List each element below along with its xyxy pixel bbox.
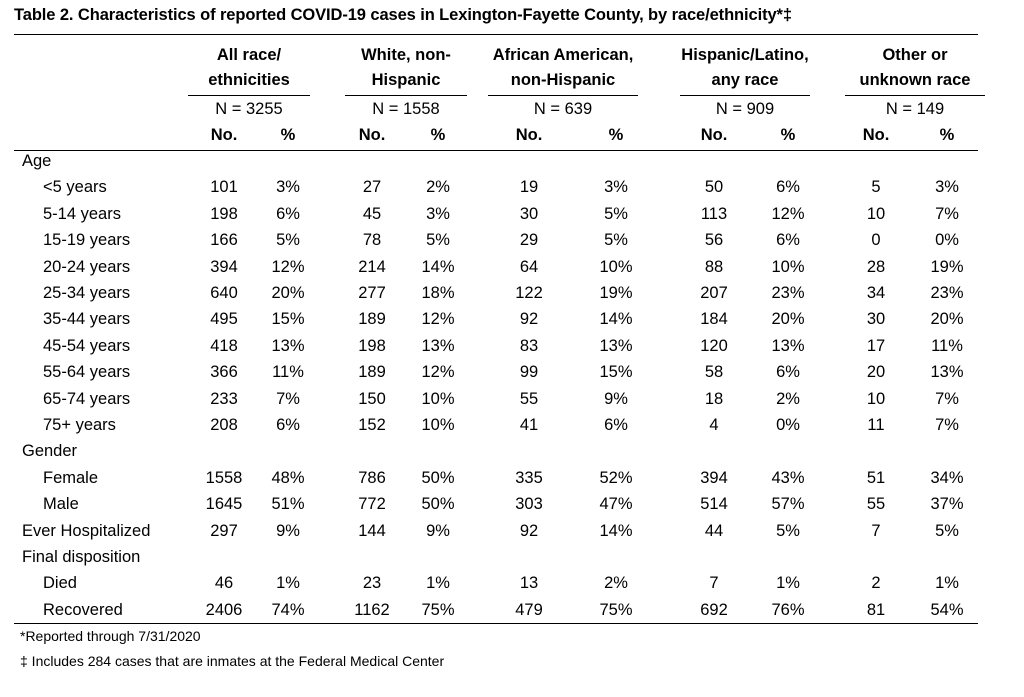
group-underline [188,95,310,96]
cell-percent: 15% [599,363,633,382]
cell-percent: 75% [599,600,633,619]
cell-count: 189 [358,363,386,382]
cell-count: 772 [358,495,386,514]
cell-count: 207 [700,284,728,302]
cell-percent: 1% [276,574,300,593]
cell-count: 166 [210,231,238,250]
cell-count: 13 [519,574,539,593]
cell-count: 64 [519,257,539,276]
row-category-label: Final disposition [22,548,141,566]
cell-count: 113 [700,204,728,223]
cell-percent: 13% [271,336,305,355]
table-title: Table 2. Characteristics of reported COVID-19 cases in Lexington-Fayette County, by race/ethnicity*‡ [14,6,792,24]
table-row [0,337,1024,363]
cell-count: 51 [866,468,886,487]
subheader-pct: % [280,126,296,144]
cell-percent: 76% [771,600,805,619]
cell-count: 198 [358,336,386,355]
cell-count: 122 [515,284,543,302]
cell-percent: 3% [426,204,450,223]
cell-percent: 10% [421,416,455,434]
cell-percent: 12% [421,310,455,329]
group-header-line2: unknown race [859,71,971,89]
cell-count: 1558 [205,468,243,487]
cell-count: 34 [866,284,886,302]
subheader-pct: % [430,126,446,144]
subheader-pct: % [780,126,796,144]
cell-count: 10 [866,204,886,223]
cell-percent: 19% [930,257,964,276]
row-sublabel: 15-19 years [43,231,131,250]
cell-count: 27 [362,178,382,197]
table-row [0,178,1024,204]
cell-count: 29 [519,231,539,250]
table-row [0,548,1024,574]
cell-percent: 13% [599,336,633,355]
cell-count: 1162 [354,600,390,619]
cell-percent: 6% [276,204,300,223]
cell-percent: 11% [931,336,963,355]
cell-count: 5 [871,178,881,197]
cell-count: 418 [210,336,238,355]
table-row [0,442,1024,468]
cell-count: 58 [704,363,724,382]
cell-count: 514 [700,495,728,514]
cell-percent: 14% [599,310,633,329]
group-header-line2: Hispanic [371,71,441,89]
group-underline [680,95,810,96]
cell-percent: 52% [599,468,633,487]
table-row [0,284,1024,310]
cell-percent: 0% [776,416,800,434]
cell-count: 99 [519,363,539,382]
cell-percent: 7% [935,204,959,223]
table-row [0,522,1024,548]
cell-count: 30 [866,310,886,329]
row-sublabel: 20-24 years [43,257,131,276]
row-category-label: Ever Hospitalized [22,521,151,540]
cell-percent: 6% [604,416,628,434]
cell-percent: 2% [604,574,628,593]
cell-count: 277 [358,284,386,302]
cell-percent: 15% [271,310,305,329]
subheader-no: No. [358,126,386,144]
subheader-pct: % [608,126,624,144]
cell-percent: 5% [776,521,800,540]
cell-count: 7 [709,574,719,593]
cell-count: 2 [871,574,881,593]
cell-count: 214 [358,257,386,276]
row-category-label: Gender [22,442,78,461]
cell-percent: 13% [771,336,805,355]
cell-percent: 1% [935,574,959,593]
group-header-4 [845,43,985,93]
subheader-no: No. [515,126,543,144]
group-n-count: N = 149 [885,100,945,118]
cell-count: 208 [210,416,238,434]
cell-percent: 14% [421,257,455,276]
cell-percent: 5% [604,204,628,223]
cell-percent: 37% [930,495,964,514]
group-header-line1: Hispanic/Latino, [681,46,809,64]
cell-percent: 23% [930,284,964,302]
cell-count: 83 [519,336,539,355]
row-sublabel: 45-54 years [43,336,131,355]
bottom-rule [14,623,978,624]
group-header-3 [680,43,810,93]
group-header-0 [188,43,310,93]
cell-percent: 9% [604,389,628,408]
group-header-line1: African American, [492,46,634,64]
table-row [0,416,1024,442]
cell-count: 366 [210,363,238,382]
cell-count: 44 [704,521,724,540]
group-header-line1: All race/ [216,46,282,64]
cell-percent: 50% [421,468,455,487]
cell-count: 88 [704,257,724,276]
header-rule [14,150,978,151]
cell-percent: 1% [426,574,450,593]
cell-count: 30 [519,204,539,223]
footnote-reported: *Reported through 7/31/2020 [20,628,201,644]
row-sublabel: 35-44 years [43,310,131,329]
cell-percent: 1% [776,574,800,593]
cell-percent: 74% [271,600,305,619]
cell-percent: 34% [930,468,964,487]
cell-count: 692 [700,600,728,619]
group-header-line1: White, non- [361,46,451,64]
cell-count: 152 [358,416,386,434]
subheader-no: No. [700,126,728,144]
cell-count: 56 [704,231,724,250]
cell-percent: 6% [776,231,800,250]
cell-percent: 47% [599,495,633,514]
cell-count: 479 [515,600,543,619]
cell-percent: 20% [271,284,305,302]
cell-count: 17 [866,336,886,355]
cell-count: 7 [871,521,881,540]
cell-percent: 2% [776,389,800,408]
cell-count: 11 [867,416,885,434]
cell-percent: 14% [599,521,633,540]
row-sublabel: 75+ years [43,416,116,434]
group-header-line2: non-Hispanic [510,71,616,89]
cell-percent: 19% [599,284,633,302]
row-sublabel: Recovered [43,600,123,619]
table-row [0,390,1024,416]
table-row [0,231,1024,257]
cell-percent: 5% [604,231,628,250]
cell-percent: 6% [276,416,300,434]
group-header-1 [345,43,467,93]
cell-count: 640 [210,284,238,302]
cell-percent: 10% [421,389,455,408]
cell-percent: 75% [421,600,455,619]
table-row [0,469,1024,495]
cell-count: 101 [210,178,238,197]
cell-count: 0 [871,231,881,250]
subheader-no: No. [862,126,890,144]
table-row [0,310,1024,336]
cell-percent: 11% [272,363,304,382]
cell-percent: 48% [271,468,305,487]
cell-percent: 7% [276,389,300,408]
cell-percent: 54% [930,600,964,619]
cell-count: 55 [866,495,886,514]
group-underline [488,95,638,96]
cell-percent: 3% [604,178,628,197]
footnote-inmates: ‡ Includes 284 cases that are inmates at the Federal Medical Center [20,653,445,669]
cell-count: 303 [515,495,543,514]
cell-percent: 9% [426,521,450,540]
cell-percent: 5% [276,231,300,250]
group-underline [845,95,985,96]
group-n-count: N = 639 [533,100,593,118]
group-header-line2: any race [711,71,779,89]
cell-percent: 23% [771,284,805,302]
cell-count: 394 [700,468,728,487]
cell-percent: 13% [421,336,455,355]
cell-count: 150 [358,389,386,408]
group-header-line1: Other or [882,46,948,64]
row-sublabel: Died [43,574,77,593]
cell-count: 50 [704,178,724,197]
cell-percent: 10% [599,257,633,276]
group-n-count: N = 1558 [372,100,440,118]
cell-count: 198 [210,204,238,223]
group-n-count: N = 909 [715,100,775,118]
cell-percent: 50% [421,495,455,514]
group-underline [345,95,467,96]
cell-percent: 13% [930,363,964,382]
table-row [0,258,1024,284]
cell-percent: 18% [421,284,455,302]
group-header-line2: ethnicities [208,71,290,89]
cell-count: 184 [700,310,728,329]
cell-count: 786 [358,468,386,487]
cell-count: 10 [866,389,886,408]
cell-percent: 0% [935,231,959,250]
cell-count: 20 [866,363,886,382]
row-sublabel: 65-74 years [43,389,131,408]
cell-percent: 9% [276,521,300,540]
table-row [0,152,1024,178]
table-row [0,574,1024,600]
cell-count: 120 [700,336,728,355]
row-category-label: Age [22,152,52,170]
cell-count: 394 [210,257,238,276]
row-sublabel: <5 years [43,178,107,197]
cell-count: 495 [210,310,238,329]
cell-count: 4 [709,416,719,434]
cell-count: 23 [362,574,382,593]
cell-percent: 7% [935,389,959,408]
cell-count: 81 [866,600,886,619]
cell-count: 45 [362,204,382,223]
row-sublabel: 5-14 years [43,204,121,223]
cell-count: 233 [210,389,238,408]
cell-count: 78 [362,231,382,250]
subheader-pct: % [939,126,955,144]
cell-percent: 12% [421,363,455,382]
cell-percent: 51% [271,495,305,514]
cell-percent: 43% [771,468,805,487]
cell-count: 92 [519,310,539,329]
cell-count: 1645 [205,495,243,514]
cell-count: 18 [704,389,724,408]
cell-percent: 20% [930,310,964,329]
cell-percent: 10% [771,257,805,276]
cell-count: 41 [519,416,539,434]
cell-count: 144 [358,521,386,540]
row-sublabel: 25-34 years [43,284,131,302]
cell-count: 19 [519,178,539,197]
cell-percent: 6% [776,178,800,197]
cell-percent: 3% [935,178,959,197]
group-header-2 [488,43,638,93]
table-row [0,205,1024,231]
top-rule [14,34,978,35]
cell-count: 189 [358,310,386,329]
subheader-no: No. [210,126,238,144]
row-sublabel: 55-64 years [43,363,131,382]
cell-percent: 7% [935,416,959,434]
table-row [0,495,1024,521]
cell-count: 92 [519,521,539,540]
cell-count: 46 [214,574,234,593]
cell-percent: 2% [426,178,450,197]
row-sublabel: Female [43,468,99,487]
cell-percent: 5% [426,231,450,250]
row-sublabel: Male [43,495,79,514]
table-row [0,363,1024,389]
cell-percent: 5% [935,521,959,540]
cell-percent: 20% [771,310,805,329]
cell-percent: 12% [271,257,305,276]
cell-percent: 12% [771,204,805,223]
cell-count: 297 [210,521,238,540]
cell-percent: 6% [776,363,800,382]
cell-count: 335 [515,468,543,487]
cell-percent: 57% [771,495,805,514]
cell-count: 2406 [205,600,243,619]
cell-count: 28 [866,257,886,276]
group-n-count: N = 3255 [215,100,283,118]
cell-percent: 3% [276,178,300,197]
cell-count: 55 [519,389,539,408]
